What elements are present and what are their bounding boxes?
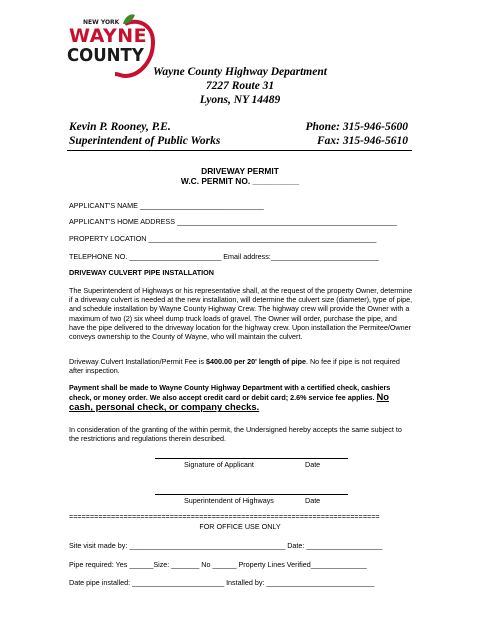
property-location-field[interactable]: PROPERTY LOCATION _________________________________________________________ xyxy=(69,234,377,243)
superintendent-signature-label: Superintendent of Highways xyxy=(184,496,274,505)
fax-number: Fax: 315-946-5610 xyxy=(316,135,408,147)
payment-paragraph xyxy=(69,383,413,413)
consideration-paragraph: In consideration of the granting of the within permit, the Undersigned hereby accepts the same subject to the restrictions and regulations therein described. xyxy=(69,425,402,444)
logo-wayne: WAYNE xyxy=(69,25,148,47)
no-cash-notice: No cash, personal check, or company checks. xyxy=(69,391,389,413)
logo-new-york: NEW YORK xyxy=(83,19,120,26)
superintendent-name: Kevin P. Rooney, P.E. xyxy=(69,121,171,133)
phone-number: Phone: 315-946-5600 xyxy=(305,121,408,133)
logo-county: COUNTY xyxy=(67,45,144,66)
office-separator: ========================================================================== xyxy=(69,512,380,521)
payment-text: Payment shall be made to Wayne County Highway Department with a certified check, cashiers check, or money order. We also accept credit card or debit card; 2.6% service fee applies. xyxy=(69,383,391,403)
dept-address-line2: Lyons, NY 14489 xyxy=(199,94,281,106)
applicant-address-field[interactable]: APPLICANT'S HOME ADDRESS _______________________________________________________ xyxy=(69,217,397,226)
applicant-name-field[interactable]: APPLICANT'S NAME _______________________________ xyxy=(69,201,264,210)
applicant-date-label: Date xyxy=(305,460,321,469)
superintendent-title: Superintendent of Public Works xyxy=(69,135,221,147)
site-visit-field[interactable]: Site visit made by: _______________________________________ Date: ___________________ xyxy=(69,541,383,550)
pipe-required-field[interactable]: Pipe required: Yes ______Size: _______ No ______ Property Lines Verified______________ xyxy=(69,560,367,569)
date-pipe-installed-field[interactable]: Date pipe installed: _______________________ Installed by: ___________________________ xyxy=(69,578,375,587)
dept-name: Wayne County Highway Department xyxy=(153,66,327,78)
superintendent-signature-line[interactable] xyxy=(155,494,348,495)
permit-number: W.C. PERMIT NO. __________ xyxy=(180,176,300,186)
applicant-signature-line[interactable] xyxy=(155,458,348,459)
culvert-paragraph: The Superintendent of Highways or his representative shall, at the request of the property Owner, determine if a driveway culvert is needed at the new installation, will determine the culvert size (diameter), type of pipe, and schedule installation by Wayne County Highway Crew. The highway crew will provide the Owner with a maximum of two (2) six wheel dump truck loads of gravel. The Owner will order, purchase the pipe, and have the pipe delivered to the driveway location for the highway crew. Upon installation the Permitee/Owner conveys ownership to the County of Wayne, who will maintain the culvert. xyxy=(69,286,413,342)
form-title: DRIVEWAY PERMIT xyxy=(201,166,279,176)
office-use-heading: FOR OFFICE USE ONLY xyxy=(199,522,281,531)
fee-amount: $400.00 per 20' length of pipe xyxy=(206,357,306,366)
dept-address-line1: 7227 Route 31 xyxy=(205,80,275,92)
telephone-email-field[interactable]: TELEPHONE NO. _______________________ Email address:___________________________ xyxy=(69,252,379,261)
fee-prefix: Driveway Culvert Installation/Permit Fee is xyxy=(69,357,207,366)
header-divider xyxy=(67,150,412,151)
fee-suffix: . No fee if pipe is not required after inspection. xyxy=(69,357,400,376)
superintendent-date-label: Date xyxy=(305,496,321,505)
section-title: DRIVEWAY CULVERT PIPE INSTALLATION xyxy=(69,268,214,277)
fee-paragraph xyxy=(69,357,413,375)
applicant-signature-label: Signature of Applicant xyxy=(184,460,254,469)
